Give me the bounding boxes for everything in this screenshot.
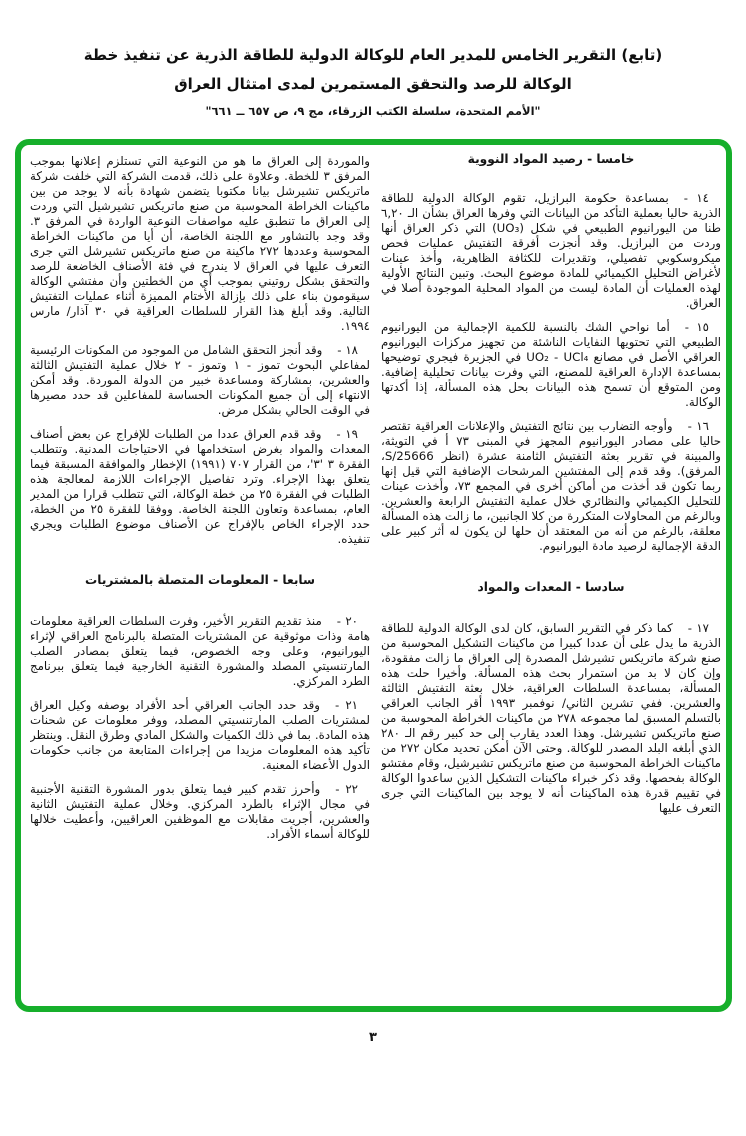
paragraph-18-text: وقد أنجز التحقق الشامل من الموجود من المكونات الرئيسية لمفاعلي البحوث تموز - ١ وتموز - ٢ خلال عملية التفتيش الثالثة والعشرين، بمشاركة ومساعدة خبير من الدولة الموردة. وقد أمكن الانتهاء إلى أن جميع المكونات الحساسة للمفاعلين قد حدد مصيرها في الوقت الحالي بشكل مرض. <box>30 343 370 417</box>
section-heading-6-equipment-and-materials: سادسا - المعدات والمواد <box>477 580 625 594</box>
paragraph-14 <box>381 191 721 311</box>
paragraph-19-text: وقد قدم العراق عددا من الطلبات للإفراج عن بعض أصناف المعدات والمواد بغرض استخدامها في الاحتياجات المدنية. وتتطلب الفقرة ٣ '٣'، من القرار ٧٠٧ (١٩٩١) الإخطار والموافقة المسبقة فيما يتعلق بهذا الإجراء. وترد تفاصيل الإجراءات اللازمة لمعالجة هذه الطلبات في الفقرة ٢٥ من خطة الوكالة، التي تتطلب قرارا من المدير العام، بمساعدة وتعاون اللجنة الخاصة. ووفقا للفقرة ٢٥ من الخطة، حدد الإجراء الخاص بالإفراج عن الأصناف موضوع الطلبات ويجري تنفيذه. <box>30 427 370 546</box>
column-left <box>30 154 370 842</box>
paragraph-15 <box>381 320 721 410</box>
paragraph-22-text: وأحرز تقدم كبير فيما يتعلق بدور المشورة التقنية الأجنبية في مجال الإثراء بالطرد المركزي. وخلال عملية التفتيش الثانية والعشرين، أجريت مقابلات مع الموظفين العراقيين، وأعطيت خلالها للوكالة أسماء الأفراد. <box>30 782 370 841</box>
report-header <box>30 46 716 118</box>
paragraph-14-number: ١٤ - <box>683 191 709 205</box>
paragraph-17-continuation-text: والموردة إلى العراق ما هو من النوعية التي تستلزم إعلانها بموجب المرفق ٣ للخطة. وعلاوة على ذلك، قدمت الشركة التي خلفت شركة ماتريكس تشيرشل بيانا مكتوبا يتضمن شهادة بأنه لا يوجد من بين ماكينات الخراطة المحوسبة من صنع ماتريكس تشيرشيل التي وردت إلى العراق ما تنطبق عليه مواصفات النوعية الواردة في المرفق ٣. وقد وجد بالتشاور مع اللجنة الخاصة، أن أيا من ماكينات الخراطة المحوسبة وعددها ٢٧٢ ماكينة من صنع ماتريكس تشيرشل التي جرى التعرف عليها في العراق لا يندرج في فئة الأصناف الخاضعة للرصد والتحقق بشكل روتيني بموجب أي من الخطتين وأن مفتشي الوكالة سيقومون بناء على ذلك بإزالة الأختام المميزة أثناء عمليات التفتيش التالية. وقد أبلغ هذا القرار للسلطات العراقية في ٣٠ آذار/ مارس ١٩٩٤. <box>30 154 370 333</box>
paragraph-14-text: بمساعدة حكومة البرازيل، تقوم الوكالة الدولية للطاقة الذرية حاليا بعملية التأكد من البيانات التي وفرها العراق بشأن الـ ٦,٢٠ طنا من اليورانيوم الطبيعي في شكل (UO₃) التي ذكر العراق أنها وردت من البرازيل. وقد أنجزت أفرقة التفتيش عمليات فحص ميكروسكوبي تفصيلي، وتقديرات للكثافة الظاهرية، وأخذ عينات لأغراض التحليل الكيميائي للمادة موضوع البحث. وتبين النتائج الأولية لهذه العمليات أن المادة ليست من المواد المحلية الموجودة أصلا في العراق. <box>381 191 721 310</box>
paragraph-21-text: وقد حدد الجانب العراقي أحد الأفراد بوصفه وكيل العراق لمشتريات الصلب المارتنسيتي المصلد، ووفر معلومات عن شحنات هذه المادة. بما في ذلك الكميات والشكل المادي وطرق النقل. وينتظر تأكيد هذه المعلومات مزيدا من إجراءات المتابعة من جانب حكومات الدول الأعضاء المعنية. <box>30 698 370 772</box>
paragraph-15-text: أما نواحي الشك بالنسبة للكمية الإجمالية من اليورانيوم الطبيعي التي تحتويها النفايات الناشئة من تجهيز مركزات اليورانيوم العراقي الأصل في مصانع ‪UO₂ - UCl₄‬ في الجزيرة فيجري توضيحها بمساعدة الإدارة العراقية للمصنع، التي وفرت بيانات تحليلية إضافية. ومن المتوقع أن تسمح هذه البيانات بحل هذه المسألة، إذا أكدتها الوكالة. <box>381 320 721 409</box>
paragraph-19 <box>30 427 370 547</box>
section-heading-5-nuclear-material-balance: خامسا - رصيد المواد النووية <box>467 152 635 166</box>
paragraph-21-number: ٢١ - <box>334 698 358 712</box>
paragraph-17 <box>381 621 721 816</box>
paragraph-20 <box>30 614 370 689</box>
section-heading-7-procurement-information: سابعا - المعلومات المتصلة بالمشتريات <box>85 573 315 587</box>
paragraph-16 <box>381 419 721 554</box>
paragraph-18-number: ١٨ - <box>337 343 358 357</box>
paragraph-15-number: ١٥ - <box>684 320 710 334</box>
report-title-line-1: (تابع) التقرير الخامس للمدير العام للوكالة الدولية للطاقة الذرية عن تنفيذ خطة <box>83 46 663 64</box>
paragraph-20-text: منذ تقديم التقرير الأخير، وفرت السلطات العراقية معلومات هامة وذات موثوقية عن المشتريات المتصلة بالبرنامج العراقي لإثراء اليورانيوم، وعلى وجه الخصوص، فيما يتعلق بمصادر الصلب المارتنسيتي المصلد والمشورة التقنية الخارجية فيما يتعلق ببرنامج الطرد المركزي. <box>30 614 370 688</box>
column-right <box>381 152 721 816</box>
paragraph-17-text: كما ذكر في التقرير السابق، كان لدى الوكالة الدولية للطاقة الذرية ما يدل على أن عددا كبيرا من ماكينات التشكيل المحوسبة من صنع شركة ماتريكس تشيرشل المصدرة إلى العراق ما زالت مفقودة، وإن كان لا بد من استمرار بحث هذه المسألة. وأخيرا حلت هذه المسألة، بمساعدة السلطات العراقية، خلال بعثة التفتيش الثالثة والعشرين. ففي تشرين الثاني/ نوفمبر ١٩٩٣ أقر الجانب العراقي بالتسلم المسبق لما مجموعه ٢٧٨ من ماكينات الخراطة المحوسبة من صنع ماتريكس تشيرشل. وهذا العدد يقارب إلى حد كبير رقم الـ ٢٨٠ الذي أبلغه البلد المصدر للوكالة. وحتى الآن أمكن تحديد مكان ٢٧٢ من ماكينات الخراطة المحوسبة من صنع ماتريكس تشيرشيل، وقام مفتشو الوكالة بفحصها. وقد ذكر خبراء ماكينات التشكيل الذين ساعدوا الوكالة في تقييم قدرة هذه الماكينات أنه لا يوجد بين الماكينات التي جرى التعرف عليها <box>381 621 721 815</box>
page-number: ٣ <box>369 1030 377 1045</box>
paragraph-22 <box>30 782 370 842</box>
report-title-line-2: الوكالة للرصد والتحقق المستمرين لمدى امتثال العراق <box>174 75 572 93</box>
report-source-citation: "الأمم المتحدة، سلسلة الكتب الزرقاء، مج ٩، ص ٦٥٧ ــ ٦٦١" <box>205 104 541 118</box>
paragraph-22-number: ٢٢ - <box>335 782 358 796</box>
paragraph-17-number: ١٧ - <box>687 621 709 635</box>
paragraph-21 <box>30 698 370 773</box>
paragraph-17-continuation <box>30 154 370 334</box>
paragraph-16-text: وأوجه التضارب بين نتائج التفتيش والإعلانات العراقية تقتصر حاليا على مصادر اليورانيوم المجهز في المبنى ٧٣ أ في التويثة، والمبينة في تقرير بعثة التفتيش الثامنة عشرة (انظر ‪S/25666‬، المرفق). وقد قدم إلى المفتشين المرشحات الإضافية التي قيل إنها ربما تكون قد أخذت من أماكن أخرى في المجمع ٧٣، وأخذت عينات للتحليل الكيميائي والنظائري خلال عملية التفتيش الرابعة والعشرين. وبالرغم من المحاولات المتكررة من كلا الجانبين، ما زالت هذه المسألة معلقة، بالرغم من أنه من المعتقد أن حلها لن يكون له أثر كبير على الدقة الإجمالية لرصيد مادة اليورانيوم. <box>381 419 721 553</box>
paragraph-19-number: ١٩ - <box>336 427 358 441</box>
paragraph-20-number: ٢٠ - <box>336 614 358 628</box>
paragraph-16-number: ١٦ - <box>687 419 709 433</box>
paragraph-18 <box>30 343 370 418</box>
